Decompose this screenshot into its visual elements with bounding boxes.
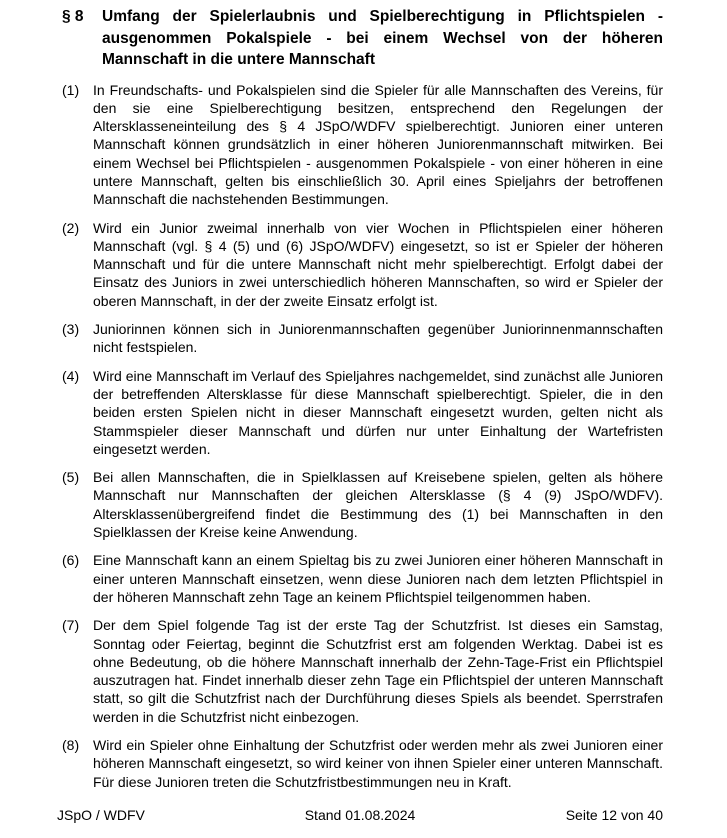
paragraph-5 xyxy=(62,468,663,541)
paragraph-text: In Freundschafts- und Pokalspielen sind die Spieler für alle Mannschaften des Vereins, für den sie eine Spielberechtigung besitzen, entsprechend den Regelungen der Altersklasseneinteilung des § 4 JSpO/WDFV spielberechtigt. Junioren einer unteren Mannschaft können grundsätzlich in einer höheren Juniorenmannschaft mitwirken. Bei einem Wechsel bei Pflichtspielen - ausgenommen Pokalspiele - von einer höheren in eine untere Mannschaft, gelten bis einschließlich 30. April eines Spieljahrs der betroffenen Mannschaft die nachstehenden Bestimmungen. xyxy=(93,81,663,208)
paragraph-number: (7) xyxy=(62,617,80,634)
paragraph-2 xyxy=(62,219,663,310)
paragraph-number: (8) xyxy=(62,737,80,753)
paragraph-number: (4) xyxy=(62,367,80,384)
paragraph-text: Wird ein Spieler ohne Einhaltung der Schutzfrist oder werden mehr als zwei Junioren einer höheren Mannschaft eingesetzt, so wird keiner von ihnen Spieler einer unteren Mannschaft. Für diese Junioren treten die Schutzfristbestimmungen neu in Kraft. xyxy=(93,737,663,790)
section-title: Umfang der Spielerlaubnis und Spielberechtigung in Pflichtspielen - ausgenommen Pokalspiele - bei einem Wechsel von der höheren Mannschaft in die untere Mannschaft xyxy=(102,8,663,68)
footer-page-number: Seite 12 von 40 xyxy=(565,807,663,823)
document-page xyxy=(62,6,663,791)
paragraph-4 xyxy=(62,367,663,458)
paragraph-3 xyxy=(62,320,663,357)
paragraph-7 xyxy=(62,616,663,726)
paragraph-text: Wird ein Junior zweimal innerhalb von vier Wochen in Pflichtspielen einer höheren Mannschaft (vgl. § 4 (5) und (6) JSpO/WDFV) eingesetzt, so ist er Spieler der höheren Mannschaft und für die untere Mannschaft nicht mehr spielberechtigt. Erfolgt dabei der Einsatz des Juniors in zwei unterschiedlich höheren Mannschaften, so wird er Spieler der oberen Mannschaft, in der der zweite Einsatz erfolgt ist. xyxy=(93,219,663,309)
paragraph-number: (2) xyxy=(62,219,80,236)
paragraph-number: (5) xyxy=(62,469,80,486)
page-footer xyxy=(57,806,663,824)
paragraph-text: Wird eine Mannschaft im Verlauf des Spieljahres nachgemeldet, sind zunächst alle Junioren der betreffenden Altersklasse für diese Mannschaft spielberechtigt. Spieler, die in den beiden ersten Spielen nicht in dieser Mannschaft eingesetzt wurden, gelten nicht als Stammspieler dieser Mannschaft und dürfen nur unter Einhaltung der Wartefristen eingesetzt werden. xyxy=(93,367,663,457)
paragraph-text: Juniorinnen können sich in Juniorenmannschaften gegenüber Juniorinnenmannschaften nicht festspielen. xyxy=(93,321,663,356)
paragraph-text: Der dem Spiel folgende Tag ist der erste Tag der Schutzfrist. Ist dieses ein Samstag, Sonntag oder Feiertag, beginnt die Schutzfrist erst am folgenden Werktag. Dabei ist es ohne Bedeutung, ob die höhere Mannschaft innerhalb der Zehn-Tage-Frist ein Pflichtspiel auszutragen hat. Findet innerhalb dieser zehn Tage ein Pflichtspiel der unteren Mannschaft statt, so gilt die Schutzfrist nach der Durchführung dieses Spiels als beendet. Sperrstrafen werden in die Schutzfrist nicht einbezogen. xyxy=(93,617,663,725)
paragraph-number: (3) xyxy=(62,321,80,338)
paragraph-number: (1) xyxy=(62,81,80,98)
paragraph-text: Eine Mannschaft kann an einem Spieltag bis zu zwei Junioren einer höheren Mannschaft in einer unteren Mannschaft einsetzen, wenn diese Junioren nach dem letzten Pflichtspiel in der höheren Mannschaft zehn Tage an keinem Pflichtspiel teilgenommen haben. xyxy=(93,552,663,605)
paragraph-1 xyxy=(62,81,663,209)
footer-document-name: JSpO / WDFV xyxy=(57,807,145,823)
section-number: § 8 xyxy=(62,8,84,25)
paragraph-text: Bei allen Mannschaften, die in Spielklassen auf Kreisebene spielen, gelten als höhere Mannschaft nur Mannschaften der gleichen Altersklasse (§ 4 (9) JSpO/WDFV). Altersklassenübergreifend findet die Bestimmung des (1) bei Mannschaften in den Spielklassen der Kreise keine Anwendung. xyxy=(93,469,663,541)
footer-version-date: Stand 01.08.2024 xyxy=(304,807,416,823)
paragraph-6 xyxy=(62,551,663,606)
section-heading xyxy=(62,6,663,71)
paragraph-8 xyxy=(62,736,663,791)
paragraph-number: (6) xyxy=(62,552,80,569)
